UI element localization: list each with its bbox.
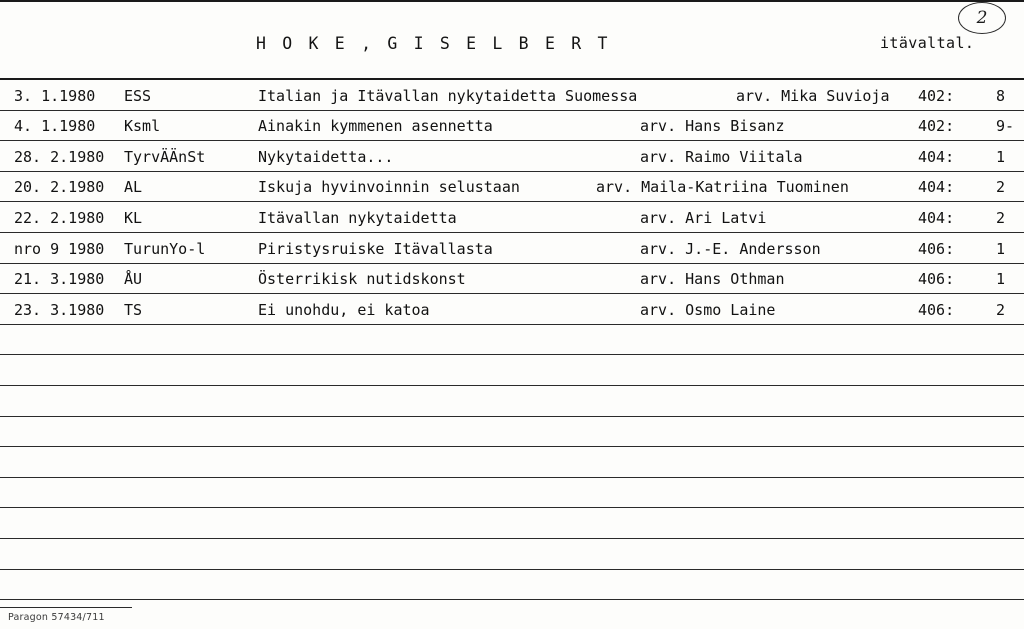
cell-reviewer: arv. Raimo Viitala (640, 147, 803, 166)
ledger-lines (0, 80, 1024, 600)
cell-number: 404: (918, 147, 955, 166)
table-row-blank (0, 417, 1024, 448)
table-row-blank (0, 447, 1024, 478)
cell-title: Österrikisk nutidskonst (258, 270, 466, 289)
table-row-blank (0, 355, 1024, 386)
cell-reviewer: arv. Maila-Katriina Tuominen (596, 178, 849, 197)
page-number-text: 2 (976, 8, 988, 28)
cell-title: Italian ja Itävallan nykytaidetta Suomessa (258, 86, 638, 105)
cell-title: Iskuja hyvinvoinnin selustaan (258, 178, 520, 197)
cell-date: nro 9 1980 (14, 239, 105, 258)
row-content (0, 80, 1024, 110)
cell-reviewer: arv. Hans Bisanz (640, 117, 785, 136)
cell-date: 21. 3.1980 (14, 270, 105, 289)
cell-title: Piristysruiske Itävallasta (258, 239, 493, 258)
cell-number: 406: (918, 270, 955, 289)
table-row-blank (0, 539, 1024, 570)
table-row (0, 294, 1024, 325)
row-content (0, 141, 1024, 171)
cell-date: 28. 2.1980 (14, 147, 105, 166)
cell-page: 9- (996, 117, 1015, 136)
row-content (0, 264, 1024, 294)
cell-date: 22. 2.1980 (14, 208, 105, 227)
cell-number: 406: (918, 239, 955, 258)
cell-number: 404: (918, 178, 955, 197)
cell-reviewer: arv. Osmo Laine (640, 300, 776, 319)
cell-number: 404: (918, 208, 955, 227)
cell-title: Itävallan nykytaidetta (258, 208, 457, 227)
page-header (0, 30, 1024, 68)
table-row-blank (0, 478, 1024, 509)
top-rule (0, 0, 1024, 2)
cell-title: Ainakin kymmenen asennetta (258, 117, 493, 136)
table-row (0, 172, 1024, 203)
cell-date: 3. 1.1980 (14, 86, 96, 105)
cell-reviewer: arv. Hans Othman (640, 270, 785, 289)
cell-date: 23. 3.1980 (14, 300, 105, 319)
cell-date: 20. 2.1980 (14, 178, 105, 197)
cell-source: TyrvÄÄnSt (124, 147, 206, 166)
cell-source: ESS (124, 86, 152, 105)
cell-date: 4. 1.1980 (14, 117, 96, 136)
table-row-blank (0, 386, 1024, 417)
cell-page: 2 (996, 208, 1006, 227)
cell-number: 402: (918, 117, 955, 136)
cell-source: TurunYo-l (124, 239, 206, 258)
cell-reviewer: arv. Ari Latvi (640, 208, 767, 227)
cell-page: 1 (996, 147, 1006, 166)
table-row (0, 233, 1024, 264)
table-row (0, 202, 1024, 233)
cell-page: 1 (996, 270, 1006, 289)
table-row (0, 80, 1024, 111)
row-content (0, 172, 1024, 202)
cell-source: Ksml (124, 117, 161, 136)
page-title: H O K E , G I S E L B E R T (256, 34, 611, 53)
cell-source: ÅU (124, 270, 143, 289)
row-content (0, 233, 1024, 263)
nationality-label: itävaltal. (880, 34, 975, 52)
cell-title: Ei unohdu, ei katoa (258, 300, 430, 319)
table-row (0, 111, 1024, 142)
cell-number: 402: (918, 86, 955, 105)
cell-reviewer: arv. Mika Suvioja (736, 86, 890, 105)
table-row (0, 264, 1024, 295)
cell-number: 406: (918, 300, 955, 319)
cell-page: 2 (996, 178, 1006, 197)
cell-source: KL (124, 208, 143, 227)
table-row-blank (0, 508, 1024, 539)
cell-page: 1 (996, 239, 1006, 258)
row-content (0, 202, 1024, 232)
cell-title: Nykytaidetta... (258, 147, 394, 166)
cell-page: 2 (996, 300, 1006, 319)
row-content (0, 111, 1024, 141)
table-row-blank (0, 570, 1024, 601)
cell-reviewer: arv. J.-E. Andersson (640, 239, 821, 258)
footer-imprint: Paragon 57434/711 (8, 612, 105, 623)
cell-source: AL (124, 178, 143, 197)
table-row-blank (0, 325, 1024, 356)
table-row (0, 141, 1024, 172)
footer-rule (0, 607, 132, 608)
cell-page: 8 (996, 86, 1006, 105)
row-content (0, 294, 1024, 324)
cell-source: TS (124, 300, 143, 319)
